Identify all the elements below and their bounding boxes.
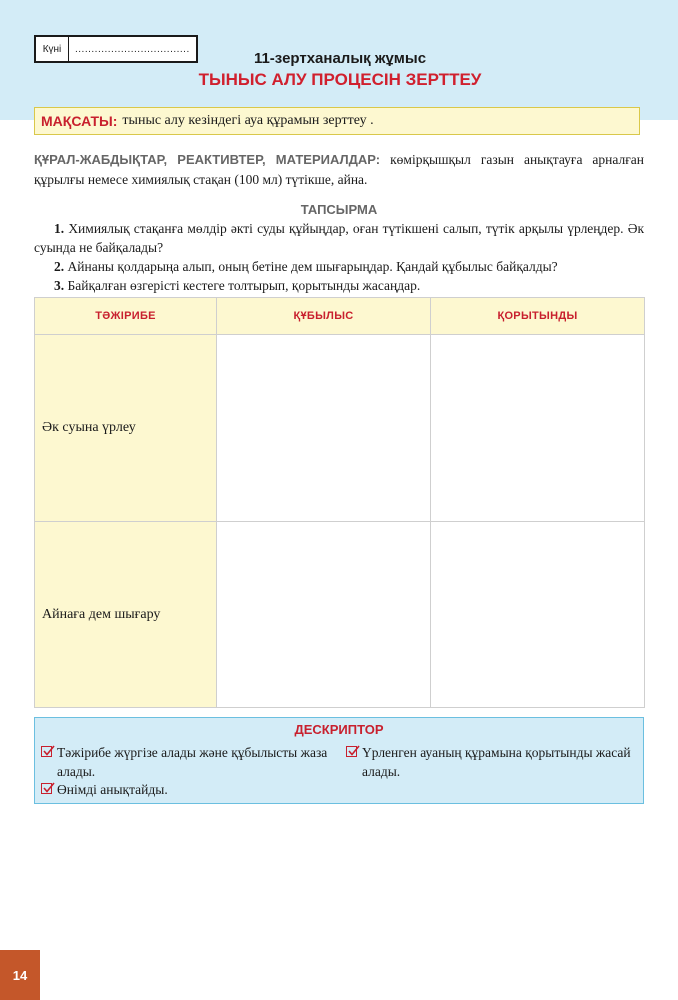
- equipment-text: көмірқышқыл газын анықтауға арналған құрылғы немесе химиялық стақан (100 мл) түтікше, айна.: [34, 152, 645, 187]
- table-row: [35, 522, 645, 708]
- equipment-label: ҚҰРАЛ-ЖАБДЫҚТАР, РЕАКТИВТЕР, МАТЕРИАЛДАР:: [34, 152, 381, 167]
- descriptor-item: [41, 780, 331, 799]
- task-number: 3.: [54, 278, 65, 293]
- task-text: Химиялық стақанға мөлдір әкті суды құйыңдар, оған түтікшені салып, түтік арқылы үрлеңдер. Әк суында не байқалады?: [34, 221, 644, 255]
- goal-text: тыныс алу кезіндегі ауа құрамын зерттеу .: [122, 113, 374, 128]
- descriptor-text: Үрленген ауаның құрамына қорытынды жасай алады.: [362, 745, 631, 779]
- page-number: 14: [0, 950, 40, 1000]
- descriptor-item: [346, 743, 636, 781]
- task-text: Байқалған өзгерісті кестеге толтырып, қорытынды жасаңдар.: [67, 278, 421, 293]
- conclusion-cell[interactable]: [431, 335, 645, 522]
- col-header-phenomenon: ҚҰБЫЛЫС: [217, 298, 431, 335]
- checkbox-checked-icon[interactable]: [41, 746, 52, 757]
- checkbox-checked-icon[interactable]: [41, 783, 52, 794]
- descriptor-text: Өнімді анықтайды.: [57, 782, 168, 797]
- descriptor-text: Тәжірибе жүргізе алады және құбылысты жаза алады.: [57, 745, 328, 779]
- descriptor-box: [34, 717, 644, 804]
- col-header-experiment: ТӘЖІРИБЕ: [35, 298, 217, 335]
- task-list: [34, 219, 644, 295]
- goal-label: МАҚСАТЫ:: [41, 113, 118, 129]
- phenomenon-cell[interactable]: [217, 522, 431, 708]
- date-label: Күні: [36, 37, 69, 61]
- date-input-line[interactable]: ...................................: [75, 43, 190, 55]
- descriptor-title: ДЕСКРИПТОР: [294, 722, 384, 737]
- phenomenon-cell[interactable]: [217, 335, 431, 522]
- experiment-cell: Әк суына үрлеу: [35, 335, 217, 522]
- task-number: 1.: [54, 221, 65, 236]
- descriptor-item: [41, 743, 331, 781]
- conclusion-cell[interactable]: [431, 522, 645, 708]
- equipment-section: [34, 150, 644, 190]
- goal-box: [34, 107, 640, 135]
- task-heading: ТАПСЫРМА: [300, 202, 378, 217]
- table-header-row: [35, 298, 645, 335]
- experiment-cell: Айнаға дем шығару: [35, 522, 217, 708]
- page-title: ТЫНЫС АЛУ ПРОЦЕСІН ЗЕРТТЕУ: [198, 70, 482, 89]
- experiment-table: [34, 297, 645, 708]
- task-item: [34, 219, 644, 257]
- task-number: 2.: [54, 259, 65, 274]
- task-item: [34, 257, 644, 276]
- task-item: [34, 276, 644, 295]
- lab-number: 11-зертханалық жұмыс: [253, 50, 427, 67]
- table-row: [35, 335, 645, 522]
- checkbox-checked-icon[interactable]: [346, 746, 357, 757]
- date-field[interactable]: [34, 35, 198, 63]
- task-text: Айнаны қолдарыңа алып, оның бетіне дем шығарыңдар. Қандай құбылыс байқалды?: [67, 259, 558, 274]
- col-header-conclusion: ҚОРЫТЫНДЫ: [431, 298, 645, 335]
